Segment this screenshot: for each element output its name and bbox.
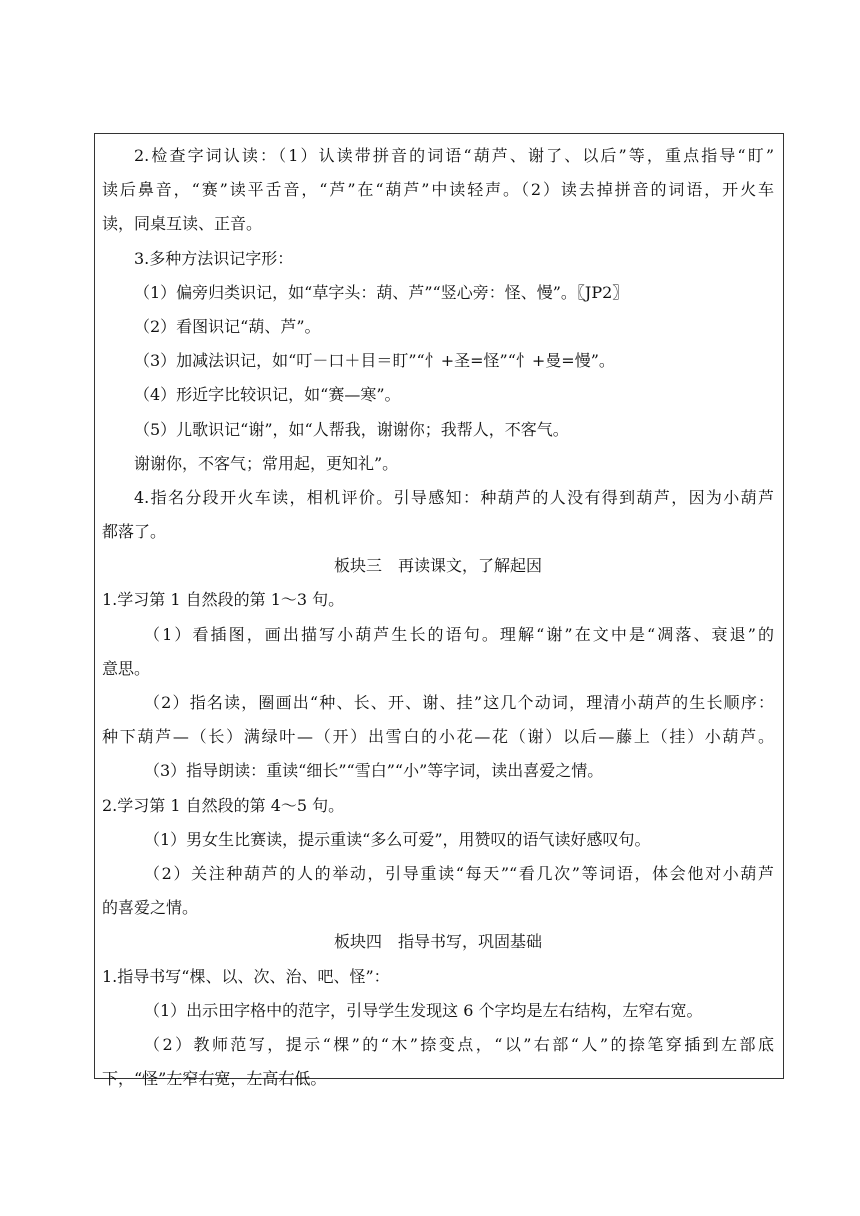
text-line: 2.学习第 1 自然段的第 4～5 句。 xyxy=(102,795,345,815)
text-line: （3）指导朗读：重读“细长”“雪白”“小”等字词，读出喜爱之情。 xyxy=(144,761,604,781)
text-line: 意思。 xyxy=(102,658,151,678)
text-line: （1）偏旁归类识记，如“草字头：葫、芦”“竖心旁：怪、慢”。〖JP2〗 xyxy=(134,282,629,302)
lesson-plan-table-cell xyxy=(94,133,784,1089)
text-line: 1.指导书写“棵、以、次、治、吧、怪”： xyxy=(102,966,390,986)
text-line: 都落了。 xyxy=(102,522,167,542)
text-line: （1）看插图，画出描写小葫芦生长的语句。理解“谢”在文中是“凋落、衰退”的 xyxy=(144,624,774,644)
text-line: （2）看图识记“葫、芦”。 xyxy=(134,316,321,336)
text-line: 读，同桌互读、正音。 xyxy=(102,214,263,234)
text-line: （1）男女生比赛读，提示重读“多么可爱”，用赞叹的语气读好感叹句。 xyxy=(144,829,651,849)
text-line: 种下葫芦—（长）满绿叶—（开）出雪白的小花—花（谢）以后—藤上（挂）小葫芦。 xyxy=(102,727,774,747)
text-line: 读后鼻音，“赛”读平舌音，“芦”在“葫芦”中读轻声。（2）读去掉拼音的词语，开火车 xyxy=(102,180,774,200)
text-line: 4.指名分段开火车读，相机评价。引导感知：种葫芦的人没有得到葫芦，因为小葫芦 xyxy=(134,487,774,507)
text-line: （2）教师范写，提示“棵”的“木”捺变点，“以”右部“人”的捺笔穿插到左部底 xyxy=(144,1034,774,1054)
section-heading: 板块四 指导书写，巩固基础 xyxy=(333,932,542,952)
text-line: 下，“怪”左窄右宽，左高右低。 xyxy=(102,1069,327,1089)
text-line: 3.多种方法识记字形： xyxy=(134,248,294,268)
text-line: 的喜爱之情。 xyxy=(102,898,199,918)
text-line: 1.学习第 1 自然段的第 1～3 句。 xyxy=(102,590,345,610)
text-line: 2.检查字词认读：（1）认读带拼音的词语“葫芦、谢了、以后”等，重点指导“盯” xyxy=(134,146,774,165)
text-line: （2）关注种葫芦的人的举动，引导重读“每天”“看几次”等词语，体会他对小葫芦 xyxy=(144,863,774,883)
text-line: （5）儿歌识记“谢”，如“人帮我，谢谢你；我帮人，不客气。 xyxy=(134,419,569,439)
text-line: 谢谢你，不客气；常用起，更知礼”。 xyxy=(134,453,399,473)
text-line: （3）加减法识记，如“叮－口＋目＝盯”“忄+圣=怪”“忄+曼=慢”。 xyxy=(134,351,615,371)
text-line: （4）形近字比较识记，如“赛—寒”。 xyxy=(134,385,401,405)
section-heading: 板块三 再读课文，了解起因 xyxy=(333,556,542,576)
text-line: （1）出示田字格中的范字，引导学生发现这 6 个字均是左右结构，左窄右宽。 xyxy=(144,1000,703,1020)
text-line: （2）指名读，圈画出“种、长、开、谢、挂”这几个动词，理清小葫芦的生长顺序： xyxy=(144,693,774,712)
